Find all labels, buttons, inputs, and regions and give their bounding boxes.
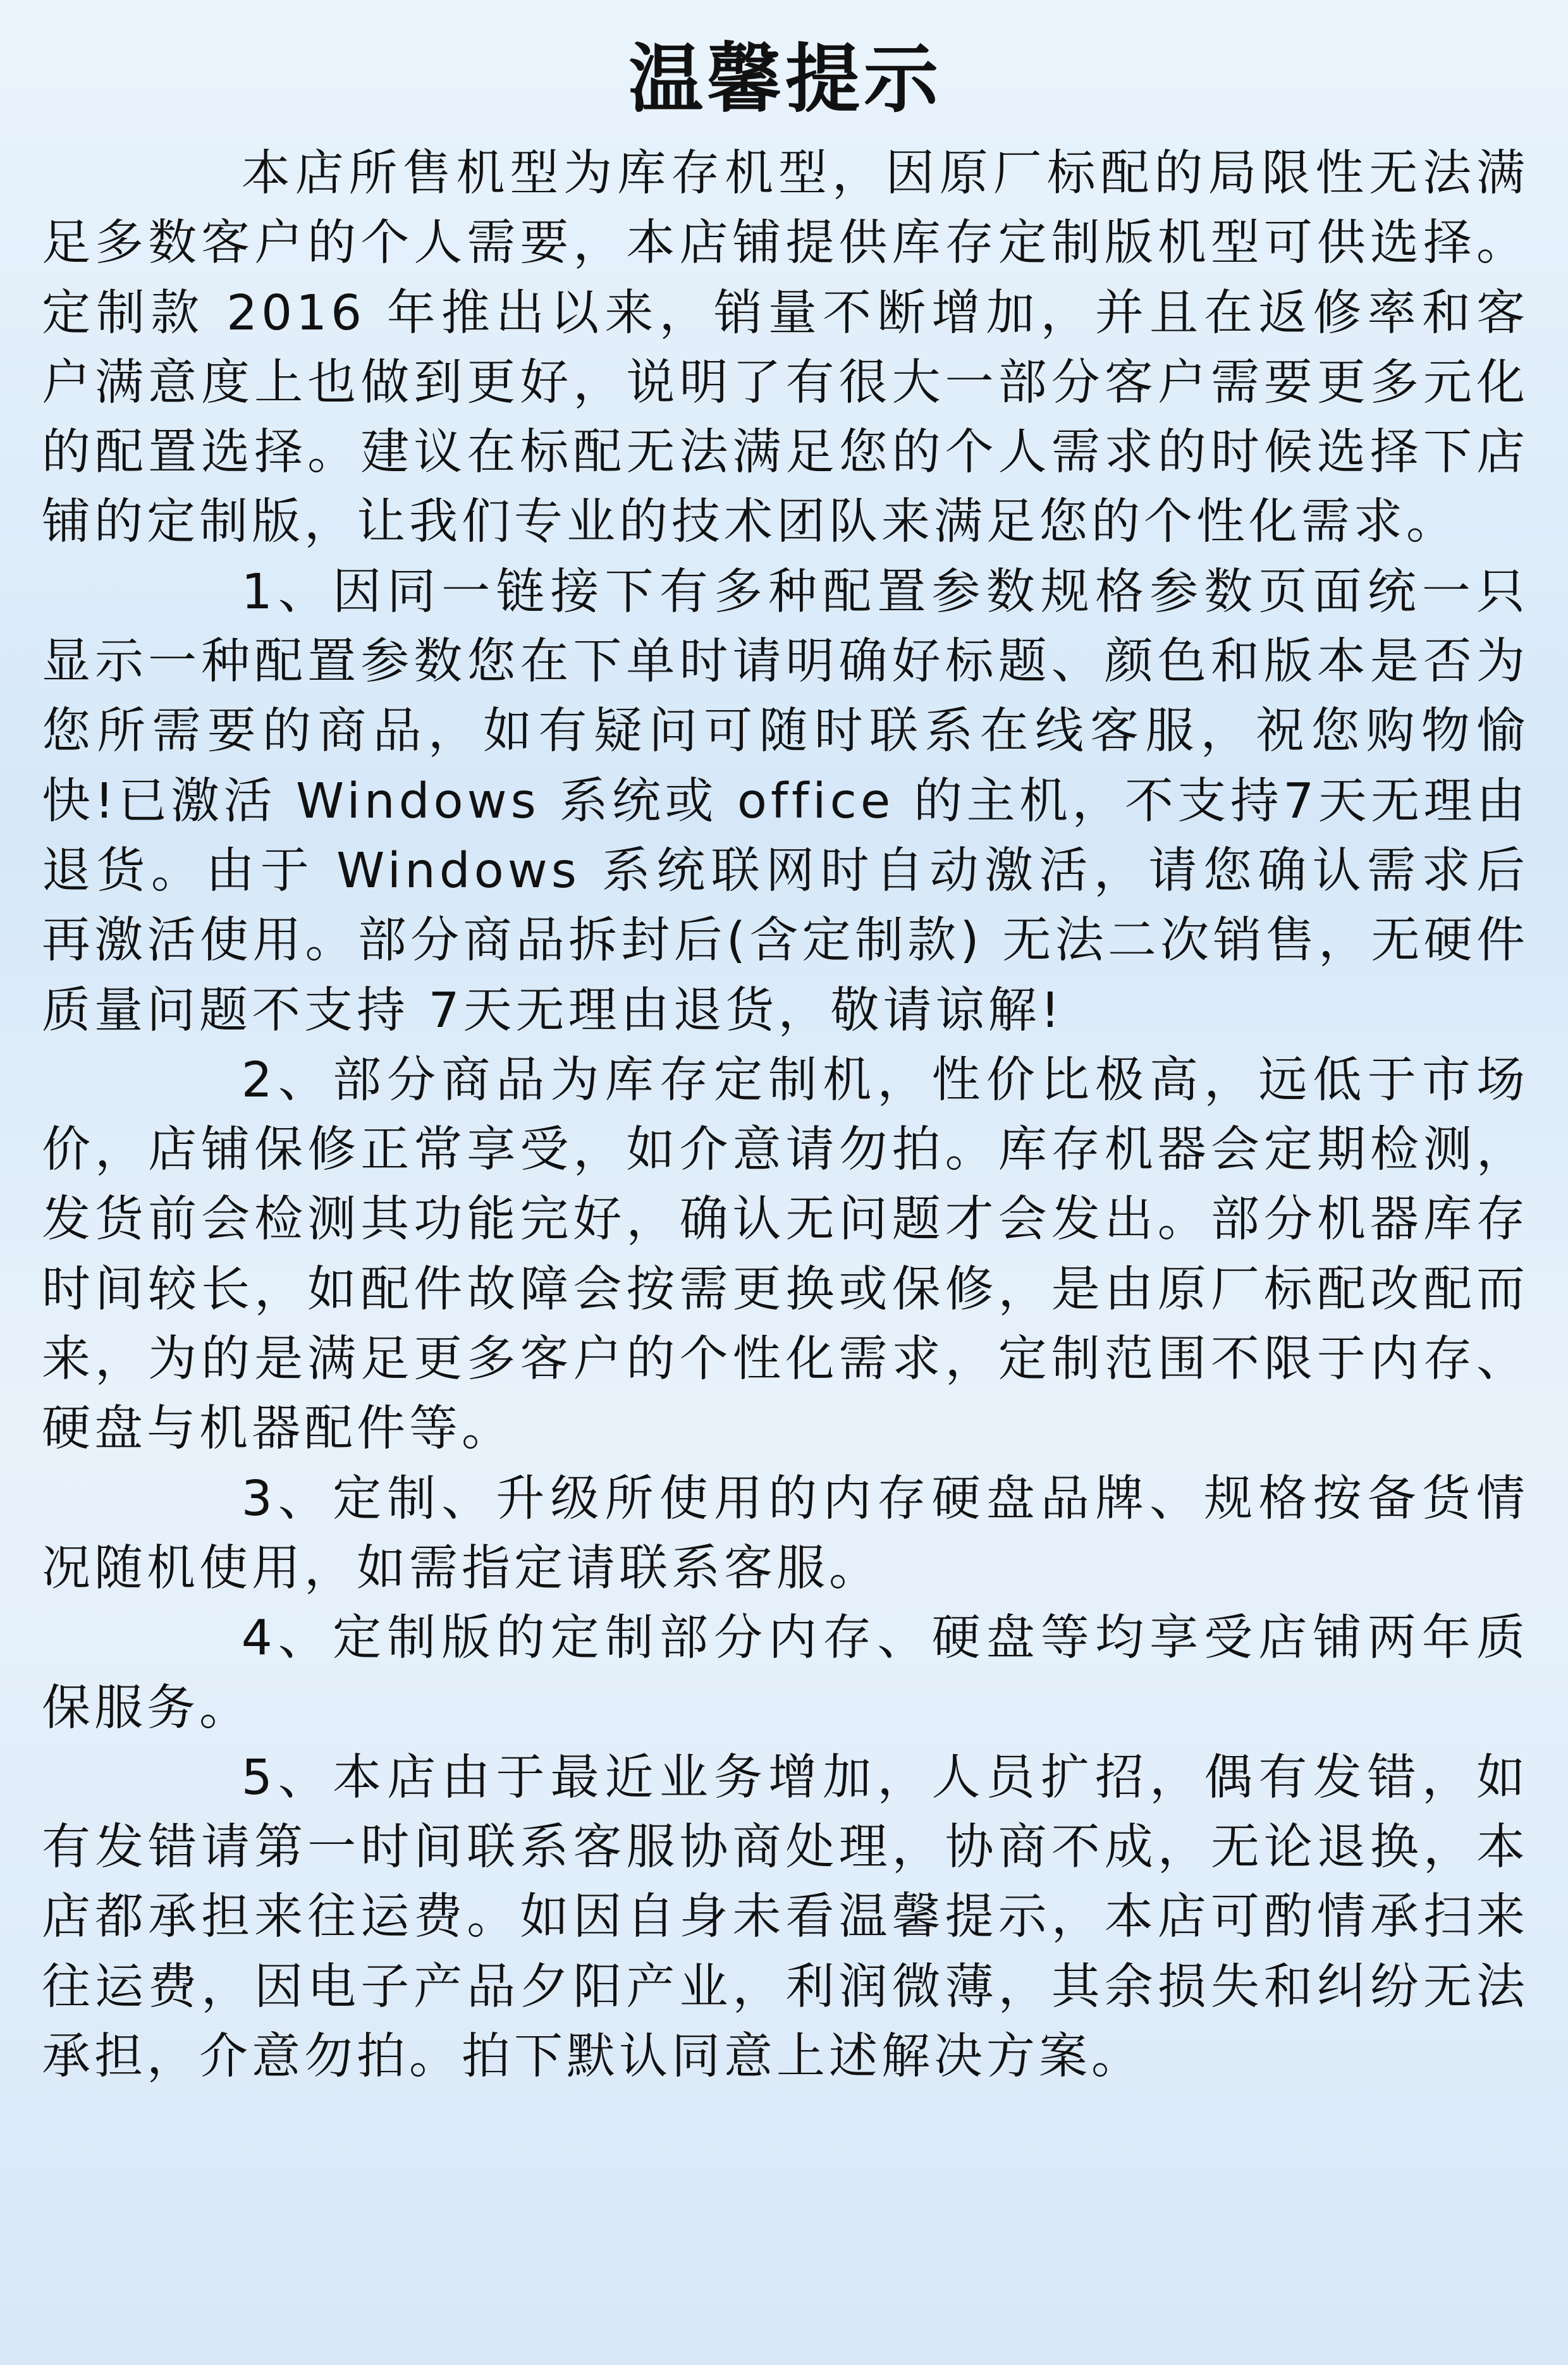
intro-paragraph: 本店所售机型为库存机型，因原厂标配的局限性无法满足多数客户的个人需要，本店铺提供库存定制版机型可供选择。定制款 2016 年推出以来，销量不断增加，并且在返修率和客户满意度上也做到更好，说明了有很大一部分客户需要更多元化的配置选择。建议在标配无法满足您的个人需求的时候选择下店铺的定制版，让我们专业的技术团队来满足您的个性化需求。 (42, 145, 1529, 551)
notice-item-2: 2、部分商品为库存定制机，性价比极高，远低于市场价，店铺保修正常享受，如介意请勿拍。库存机器会定期检测，发货前会检测其功能完好，确认无问题才会发出。部分机器库存时间较长，如配件故障会按需更换或保修，是由原厂标配改配而来，为的是满足更多客户的个性化需求，定制范围不限于内存、硬盘与机器配件等。 (42, 1052, 1529, 1458)
notice-item-5: 5、本店由于最近业务增加，人员扩招，偶有发错，如有发错请第一时间联系客服协商处理，协商不成，无论退换，本店都承担来往运费。如因自身未看温馨提示，本店可酌情承扫来往运费，因电子产品夕阳产业，利润微薄，其余损失和纠纷无法承担，介意勿拍。拍下默认同意上述解决方案。 (42, 1749, 1529, 2086)
notice-item-1: 1、因同一链接下有多种配置参数规格参数页面统一只显示一种配置参数您在下单时请明确好标题、颜色和版本是否为您所需要的商品，如有疑问可随时联系在线客服，祝您购物愉快!已激活 Windows 系统或 office 的主机，不支持7天无理由退货。由于 Windows 系统联网时自动激活，请您确认需求后再激活使用。部分商品拆封后(含定制款) 无法二次销售，无硬件质量问题不支持 7天无理由退货，敬请谅解! (42, 563, 1529, 1039)
notice-item-3: 3、定制、升级所使用的内存硬盘品牌、规格按备货情况随机使用，如需指定请联系客服。 (42, 1470, 1529, 1597)
notice-title: 温馨提示 (628, 35, 942, 123)
notice-item-4: 4、定制版的定制部分内存、硬盘等均享受店铺两年质保服务。 (42, 1610, 1529, 1736)
